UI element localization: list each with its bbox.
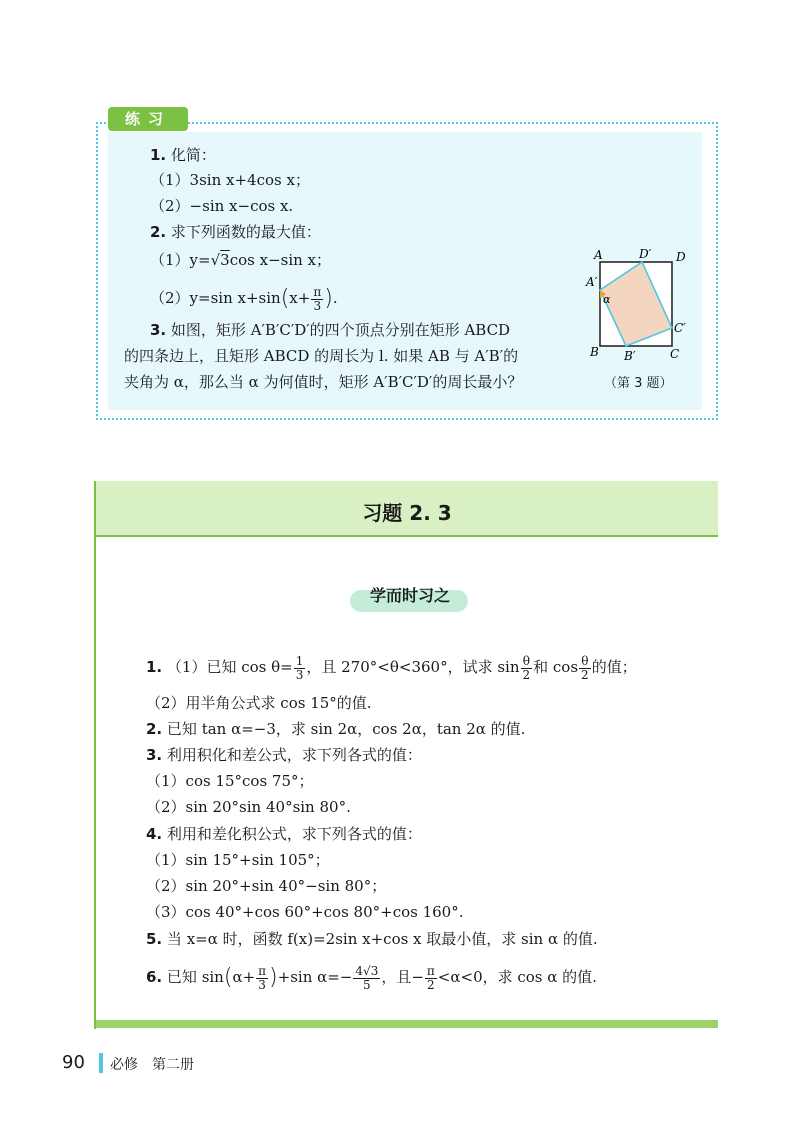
exercise-4-a: （1）sin 15°+sin 105°； bbox=[146, 851, 330, 869]
footer-accent-bar bbox=[99, 1053, 103, 1073]
label-A: A bbox=[594, 248, 603, 262]
practice-q3-line2: 的四条边上，且矩形 ABCD 的周长为 l. 如果 AB 与 A′B′的 bbox=[124, 347, 519, 365]
label-D: D bbox=[676, 250, 686, 264]
page-number: 90 bbox=[62, 1052, 85, 1073]
practice-q1: 1. 化简： bbox=[150, 146, 216, 164]
figure-caption: （第 3 题） bbox=[604, 376, 673, 391]
exercise-title: 习题 2. 3 bbox=[362, 501, 452, 525]
exercise-6: 6. 已知 sin(α+ $\frac{\pi}{3}$ )+sin α=− $\frac{4√3}{5}$ ，且− $\frac{\pi}{2}$ <α<0，求 cos α 的值. bbox=[146, 963, 597, 992]
footer-book-title: 必修 第二册 bbox=[110, 1057, 194, 1073]
label-A-prime: A′ bbox=[586, 275, 598, 289]
practice-q2-b: （2）y=sin x+sin(x+ $\frac{\pi}{3}$ ). bbox=[150, 284, 338, 313]
practice-tag: 练习 bbox=[108, 107, 188, 131]
subtitle-badge: 学而时习之 bbox=[369, 586, 450, 605]
label-alpha: α bbox=[603, 293, 611, 306]
section-bottom-rule bbox=[96, 1020, 718, 1028]
exercise-4-c: （3）cos 40°+cos 60°+cos 80°+cos 160°. bbox=[146, 903, 464, 921]
practice-q2: 2. 求下列函数的最大值： bbox=[150, 223, 321, 241]
exercise-3: 3. 利用积化和差公式，求下列各式的值： bbox=[146, 746, 422, 764]
practice-q2-a: （1）y=√3cos x−sin x； bbox=[150, 251, 332, 269]
label-B: B bbox=[590, 345, 599, 359]
exercise-1-a: 1. （1）已知 cos θ= $\frac{1}{3}$ ，且 270°<θ<360°，试求 sin $\frac{\theta}{2}$ 和 cos $\frac{\theta}{2}$ 的值； bbox=[146, 653, 637, 682]
label-D-prime: D′ bbox=[639, 248, 652, 261]
practice-q1-b: （2）−sin x−cos x. bbox=[150, 197, 294, 215]
practice-q1-a: （1）3sin x+4cos x； bbox=[150, 171, 310, 189]
practice-q3-line3: 夹角为 α，那么当 α 为何值时，矩形 A′B′C′D′的周长最小？ bbox=[124, 373, 523, 391]
exercise-4-b: （2）sin 20°+sin 40°−sin 80°； bbox=[146, 877, 387, 895]
exercise-5: 5. 当 x=α 时，函数 f(x)=2sin x+cos x 取最小值，求 sin α 的值. bbox=[146, 930, 598, 948]
exercise-3-a: （1）cos 15°cos 75°； bbox=[146, 772, 314, 790]
exercise-1-b: （2）用半角公式求 cos 15°的值. bbox=[146, 694, 372, 712]
rectangle-figure bbox=[582, 248, 692, 368]
label-C-prime: C′ bbox=[674, 321, 686, 335]
exercise-4: 4. 利用和差化积公式，求下列各式的值： bbox=[146, 825, 422, 843]
label-B-prime: B′ bbox=[624, 349, 636, 363]
exercise-2: 2. 已知 tan α=−3，求 sin 2α，cos 2α，tan 2α 的值. bbox=[146, 720, 526, 738]
practice-q3-line1: 3. 如图，矩形 A′B′C′D′的四个顶点分别在矩形 ABCD bbox=[150, 321, 511, 339]
exercise-3-b: （2）sin 20°sin 40°sin 80°. bbox=[146, 798, 351, 816]
label-C: C bbox=[670, 347, 680, 361]
